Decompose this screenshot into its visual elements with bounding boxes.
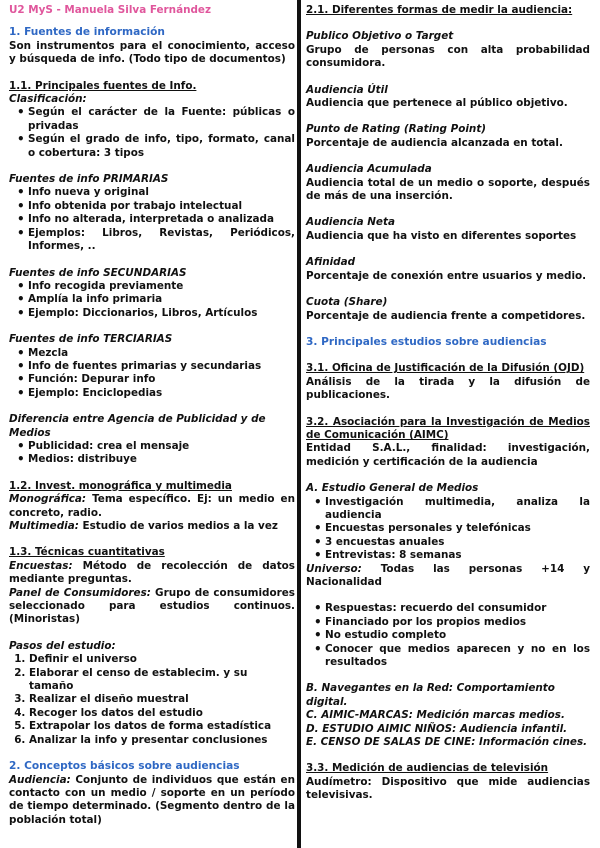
panel-paragraph bbox=[9, 587, 295, 627]
list-item: 2. Elaborar el censo de establecim. y su tamaño bbox=[29, 667, 295, 694]
section-1-text: Son instrumentos para el conocimiento, acceso y búsqueda de info. (Todo tipo de documentos) bbox=[9, 39, 295, 66]
definition-text: Porcentaje de audiencia alcanzada en total. bbox=[306, 136, 563, 149]
audiencia-text: Conjunto de individuos que están en contacto con un medio / soporte en un período de tiempo determinado. (Segmento dentro de la población total) bbox=[9, 773, 295, 826]
list-item: • Investigación multimedia, analiza la audiencia bbox=[325, 496, 590, 523]
primarias-list bbox=[9, 186, 295, 253]
other-study: E. CENSO DE SALAS DE CINE: Información cines. bbox=[306, 736, 588, 749]
list-item: • Financiado por los propios medios bbox=[325, 616, 590, 629]
definition-text: Audiencia total de un medio o soporte, después de más de una inserción. bbox=[306, 176, 590, 203]
secundarias-list bbox=[9, 280, 295, 320]
definition-term: Publico Objetivo o Target bbox=[306, 30, 454, 43]
primarias-label: Fuentes de info PRIMARIAS bbox=[9, 173, 169, 186]
list-item: 6. Analizar la info y presentar conclusiones bbox=[29, 734, 295, 747]
definition-term: Audiencia Acumulada bbox=[306, 163, 432, 176]
list-item: • Info obtenida por trabajo intelectual bbox=[28, 200, 295, 213]
list-item: 4. Recoger los datos del estudio bbox=[29, 707, 295, 720]
section-1-1-title: 1.1. Principales fuentes de Info. bbox=[9, 79, 197, 92]
diferencia-label: Diferencia entre Agencia de Publicidad y de Medios bbox=[9, 413, 266, 439]
pasos-list bbox=[9, 653, 295, 747]
list-item: • Conocer que medios aparecen y no en los resultados bbox=[325, 643, 590, 670]
list-item: • Info de fuentes primarias y secundarias bbox=[28, 360, 295, 373]
terciarias-list bbox=[9, 347, 295, 401]
left-column bbox=[9, 4, 295, 848]
list-item: • Info nueva y original bbox=[28, 186, 295, 199]
monografica-text: Tema específico. Ej: un medio en concreto, radio. bbox=[9, 493, 295, 519]
list-item: • Publicidad: crea el mensaje bbox=[28, 440, 295, 453]
section-2-1-title: 2.1. Diferentes formas de medir la audiencia: bbox=[306, 4, 573, 16]
universo-paragraph bbox=[306, 563, 590, 590]
list-item: 1. Definir el universo bbox=[29, 653, 295, 666]
definition-term: Punto de Rating (Rating Point) bbox=[306, 123, 487, 136]
list-item: • 3 encuestas anuales bbox=[325, 536, 590, 549]
section-1-2-title: 1.2. Invest. monográfica y multimedia bbox=[9, 479, 232, 492]
list-item: • Amplía la info primaria bbox=[28, 293, 295, 306]
egm-list-2 bbox=[306, 602, 590, 669]
list-item: 3. Realizar el diseño muestral bbox=[29, 693, 295, 706]
list-item: • No estudio completo bbox=[325, 629, 590, 642]
definition-text: Audiencia que pertenece al público objetivo. bbox=[306, 97, 568, 110]
clasificacion-label: Clasificación: bbox=[9, 93, 87, 106]
pasos-label: Pasos del estudio: bbox=[9, 639, 116, 652]
encuestas-paragraph bbox=[9, 560, 295, 587]
other-study: D. ESTUDIO AIMIC NIÑOS: Audiencia infantil. bbox=[306, 722, 568, 735]
audiencia-paragraph bbox=[9, 774, 295, 828]
egm-list bbox=[306, 496, 590, 563]
multimedia-paragraph bbox=[9, 520, 295, 533]
monografica-label: Monográfica: bbox=[9, 493, 87, 506]
universo-text: Todas las personas +14 y Nacionalidad bbox=[306, 562, 590, 588]
panel-label: Panel de Consumidores: bbox=[9, 586, 151, 599]
definition-term: Audiencia Útil bbox=[306, 83, 388, 96]
encuestas-text: Método de recolección de datos mediante preguntas. bbox=[9, 559, 295, 586]
definition-text: Grupo de personas con alta probabilidad consumidora. bbox=[306, 43, 590, 70]
list-item: • Entrevistas: 8 semanas bbox=[325, 549, 590, 562]
definition-text: Porcentaje de audiencia frente a competidores. bbox=[306, 309, 586, 322]
list-item: • Según el carácter de la Fuente: públicas o privadas bbox=[28, 106, 295, 133]
section-3-2-title: 3.2. Asociación para la Investigación de Medios de Comunicación (AIMC) bbox=[306, 415, 590, 441]
other-study: C. AIMIC-MARCAS: Medición marcas medios. bbox=[306, 709, 565, 722]
monografica-paragraph bbox=[9, 493, 295, 520]
audiencia-label: Audiencia: bbox=[9, 773, 71, 786]
list-item: • Ejemplo: Enciclopedias bbox=[28, 387, 295, 400]
definition-term: Afinidad bbox=[306, 256, 356, 269]
secundarias-label: Fuentes de info SECUNDARIAS bbox=[9, 266, 187, 279]
section-3-2-text: Entidad S.A.L., finalidad: investigación, medición y certificación de la audiencia bbox=[306, 442, 590, 468]
section-3-title: 3. Principales estudios sobre audiencias bbox=[306, 335, 547, 348]
right-column bbox=[306, 4, 590, 848]
list-item: • Encuestas personales y telefónicas bbox=[325, 522, 590, 535]
multimedia-text: Estudio de varios medios a la vez bbox=[78, 520, 278, 532]
terciarias-label: Fuentes de info TERCIARIAS bbox=[9, 333, 173, 346]
audimetro-text: Audímetro: Dispositivo que mide audiencias televisivas. bbox=[306, 775, 590, 802]
egm-label: A. Estudio General de Medios bbox=[306, 482, 479, 495]
definition-term: Audiencia Neta bbox=[306, 216, 395, 229]
definition-term: Cuota (Share) bbox=[306, 296, 388, 309]
list-item: • Mezcla bbox=[28, 347, 295, 360]
definition-text: Porcentaje de conexión entre usuarios y medio. bbox=[306, 269, 587, 282]
universo-label: Universo: bbox=[306, 562, 362, 575]
list-item: • Función: Depurar info bbox=[28, 373, 295, 386]
panel-text: Grupo de consumidores seleccionado para estudios continuos. (Minoristas) bbox=[9, 586, 295, 626]
list-item: • Según el grado de info, tipo, formato, canal o cobertura: 3 tipos bbox=[28, 133, 295, 160]
section-1-title: 1. Fuentes de información bbox=[9, 26, 165, 39]
section-3-1-title: 3.1. Oficina de Justificación de la Difusión (OJD) bbox=[306, 362, 585, 375]
list-item: • Info no alterada, interpretada o analizada bbox=[28, 213, 295, 226]
list-item: • Respuestas: recuerdo del consumidor bbox=[325, 602, 590, 615]
encuestas-label: Encuestas: bbox=[9, 559, 73, 572]
document-title: U2 MyS - Manuela Silva Fernández bbox=[9, 4, 212, 16]
list-item: 5. Extrapolar los datos de forma estadística bbox=[29, 720, 295, 733]
multimedia-label: Multimedia: bbox=[9, 520, 79, 532]
list-item: • Ejemplos: Libros, Revistas, Periódicos, Informes, .. bbox=[28, 227, 295, 254]
section-3-3-title: 3.3. Medición de audiencias de televisión bbox=[306, 762, 549, 775]
clasificacion-list bbox=[9, 106, 295, 160]
section-3-1-text: Análisis de la tirada y la difusión de publicaciones. bbox=[306, 375, 590, 402]
list-item: • Info recogida previamente bbox=[28, 280, 295, 293]
section-1-3-title: 1.3. Técnicas cuantitativas bbox=[9, 546, 165, 559]
definition-text: Audiencia que ha visto en diferentes soportes bbox=[306, 229, 577, 242]
column-divider bbox=[297, 0, 301, 848]
list-item: • Ejemplo: Diccionarios, Libros, Artículos bbox=[28, 307, 295, 320]
diferencia-list bbox=[9, 440, 295, 467]
other-study: B. Navegantes en la Red: Comportamiento digital. bbox=[306, 682, 555, 708]
list-item: • Medios: distribuye bbox=[28, 453, 295, 466]
section-2-title: 2. Conceptos básicos sobre audiencias bbox=[9, 760, 240, 773]
